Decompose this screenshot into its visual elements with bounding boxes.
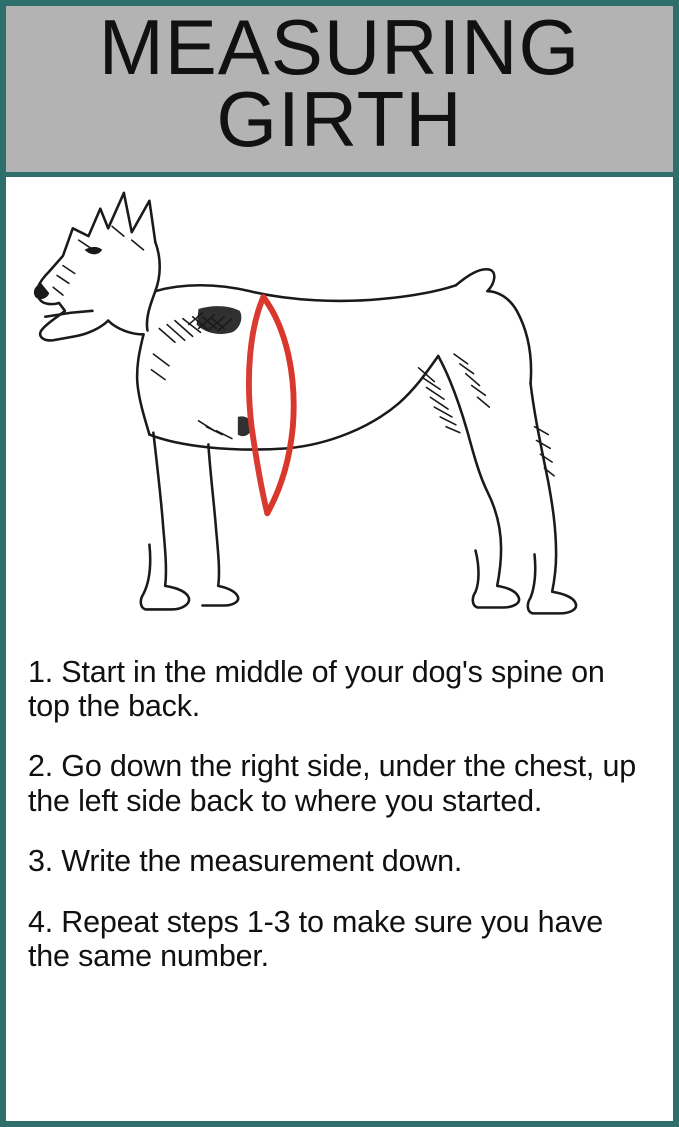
dog-illustration xyxy=(6,177,673,647)
page-title: MEASURING GIRTH xyxy=(98,3,581,163)
poster-title-bar xyxy=(6,3,673,177)
dog-side-view-icon xyxy=(6,177,673,647)
instruction-step-3: 3. Write the measurement down. xyxy=(28,844,463,879)
instruction-step-4: 4. Repeat steps 1-3 to make sure you have the same number. xyxy=(28,904,604,974)
instruction-step-2: 2. Go down the right side, under the chest, up the left side back to where you started. xyxy=(28,749,636,818)
instruction-step-1: 1. Start in the middle of your dog's spine on top the back. xyxy=(28,654,605,723)
girth-measuring-loop xyxy=(249,297,294,513)
instructions-list xyxy=(6,647,673,1122)
